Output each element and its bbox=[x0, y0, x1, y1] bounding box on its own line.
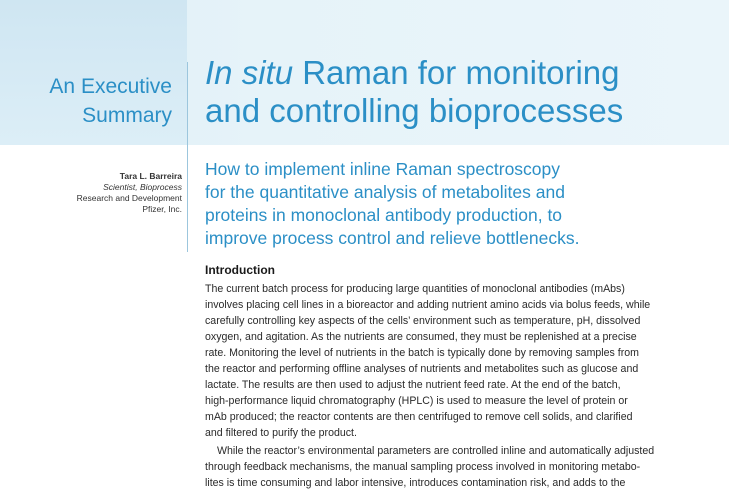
subtitle-line1: How to implement inline Raman spectroscopy bbox=[205, 159, 561, 179]
introduction-heading: Introduction bbox=[205, 263, 275, 277]
subtitle-line4: improve process control and relieve bottlenecks. bbox=[205, 228, 580, 248]
title-line1-rest: Raman for monitoring bbox=[293, 54, 620, 91]
author-company: Pfizer, Inc. bbox=[142, 204, 182, 214]
title-line2: and controlling bioprocesses bbox=[205, 92, 624, 129]
introduction-paragraph-2: While the reactor’s environmental parameters are controlled inline and automatically adjusted through feedback mechanisms, the manual sampling process involved in monitoring metabo- lites is time consuming and labor intensive, introduces contamination risk, and adds to the bbox=[205, 445, 655, 489]
section-label-line2: Summary bbox=[82, 104, 172, 127]
subtitle-line2: for the quantitative analysis of metabolites and bbox=[205, 182, 565, 202]
introduction-body bbox=[205, 281, 710, 489]
introduction-paragraph-1: The current batch process for producing large quantities of monoclonal antibodies (mAbs) involves placing cell lines in a bioreactor and adding nutrient amino acids via bolus feeds, while carefully controlling key aspects of the cells’ environment such as temperature, pH, dissolved oxygen, and agitation. As the nutrients are consumed, they must be replenished at a precise rate. Monitoring the level of nutrients in the batch is typically done by removing samples from the reactor and performing offline analyses of nutrients and metabolites such as glucose and lactate. The results are then used to adjust the nutrient feed rate. At the end of the batch, high-performance liquid chromatography (HPLC) is used to measure the level of protein or mAb produced; the reactor contents are then centrifuged to remove cell solids, and clarified and filtered to purify the product. bbox=[205, 283, 651, 439]
author-block bbox=[77, 171, 182, 215]
title-italic: In situ bbox=[205, 54, 294, 91]
page-title bbox=[205, 54, 715, 130]
subtitle-line3: proteins in monoclonal antibody production, to bbox=[205, 205, 563, 225]
subtitle bbox=[205, 158, 715, 250]
section-label-line1: An Executive bbox=[49, 75, 172, 98]
section-label bbox=[49, 72, 172, 130]
title-line1 bbox=[205, 54, 715, 92]
author-role-line2: Research and Development bbox=[76, 193, 182, 203]
author-role-line1: Scientist, Bioprocess bbox=[103, 182, 182, 192]
vertical-divider bbox=[187, 62, 188, 252]
author-name: Tara L. Barreira bbox=[119, 171, 182, 181]
